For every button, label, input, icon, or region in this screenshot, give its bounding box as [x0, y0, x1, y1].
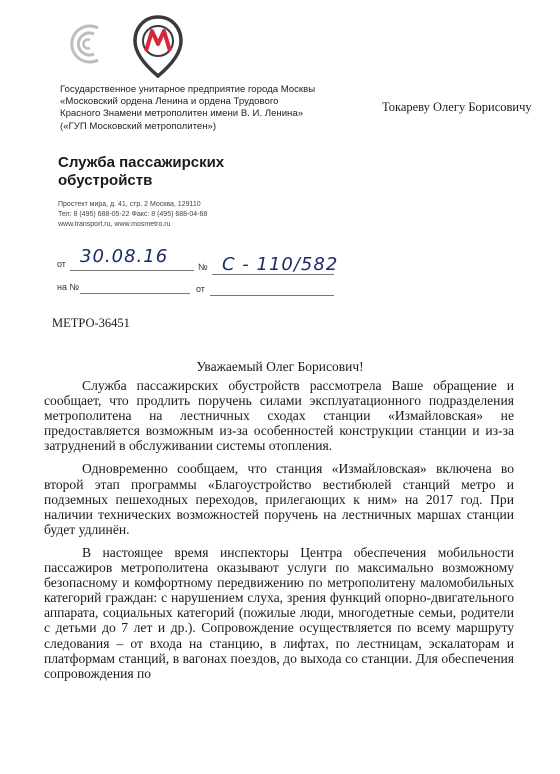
transport-logo-icon	[66, 20, 110, 68]
handwritten-number: С - 110/582	[222, 254, 339, 275]
metro-logo-icon	[132, 14, 184, 78]
service-line: обустройств	[58, 172, 153, 189]
from-label-2: от	[196, 284, 205, 294]
org-line: «Московский ордена Ленина и ордена Трудового	[60, 96, 279, 108]
contact-line: Простект мира, д. 41, стр. 2 Москва, 129110	[58, 201, 201, 208]
paragraph: Одновременно сообщаем, что станция «Измайловская» включена во второй этап программы «Благоустройство вестибюлей станций метро и подземных пешеходных переходов, прилегающих к ним» на 2017 год. При наличии технических возможностей поручень на лестничных маршах станции будет удлинён.	[44, 461, 514, 537]
recipient-name: Токареву Олегу Борисовичу	[382, 100, 532, 114]
on-number-underline	[80, 293, 190, 294]
org-line: Государственное унитарное предприятие города Москвы	[60, 84, 316, 95]
handwritten-date: 30.08.16	[80, 246, 169, 267]
salutation: Уважаемый Олег Борисович!	[196, 359, 364, 374]
org-line: Красного Знамени метрополитен имени В. И. Ленина»	[60, 108, 304, 120]
contact-line: www.transport.ru, www.mosmetro.ru	[58, 221, 171, 228]
letter-body	[44, 378, 514, 770]
organization-name	[60, 84, 360, 133]
date-underline	[70, 270, 194, 271]
document-number: МЕТРО-36451	[52, 316, 130, 330]
from-label: от	[57, 259, 66, 269]
contact-line: Тел: 8 (495) 688-05-22 Факс: 8 (495) 688-04-68	[58, 211, 208, 218]
paragraph: Служба пассажирских обустройств рассмотрела Ваше обращение и сообщает, что продлить поручень силами эксплуатационного подразделения метрополитена на лестничных сходах станции «Измайловская» не предоставляется возможным из-за особенностей конструкции станции и из-за затруднений в обслуживании системы отопления.	[44, 378, 514, 454]
service-line: Служба пассажирских	[58, 154, 225, 171]
on-number-label: на №	[57, 282, 80, 292]
org-line: («ГУП Московский метрополитен»)	[60, 120, 217, 132]
from-underline-2	[210, 295, 334, 296]
paragraph: В настоящее время инспекторы Центра обеспечения мобильности пассажиров метрополитена оказывают услуги по максимально возможному безопасному и комфортному передвижению по метрополитену маломобильных категорий граждан: с нарушением слуха, зрения функций опорно-двигательного аппарата, социальных категорий (пожилые люди, многодетные семьи, родители с детьми до 7 лет и др.). Сопровождение осуществляется по всему маршруту следования – от входа на станцию, в лифтах, по лестницам, эскалаторам и платформам станций, в вагонах поездов, до выхода со станции. Для обеспечения сопровождения по	[44, 544, 514, 681]
service-name	[58, 154, 258, 190]
contact-info	[58, 200, 298, 230]
number-label: №	[198, 262, 208, 272]
